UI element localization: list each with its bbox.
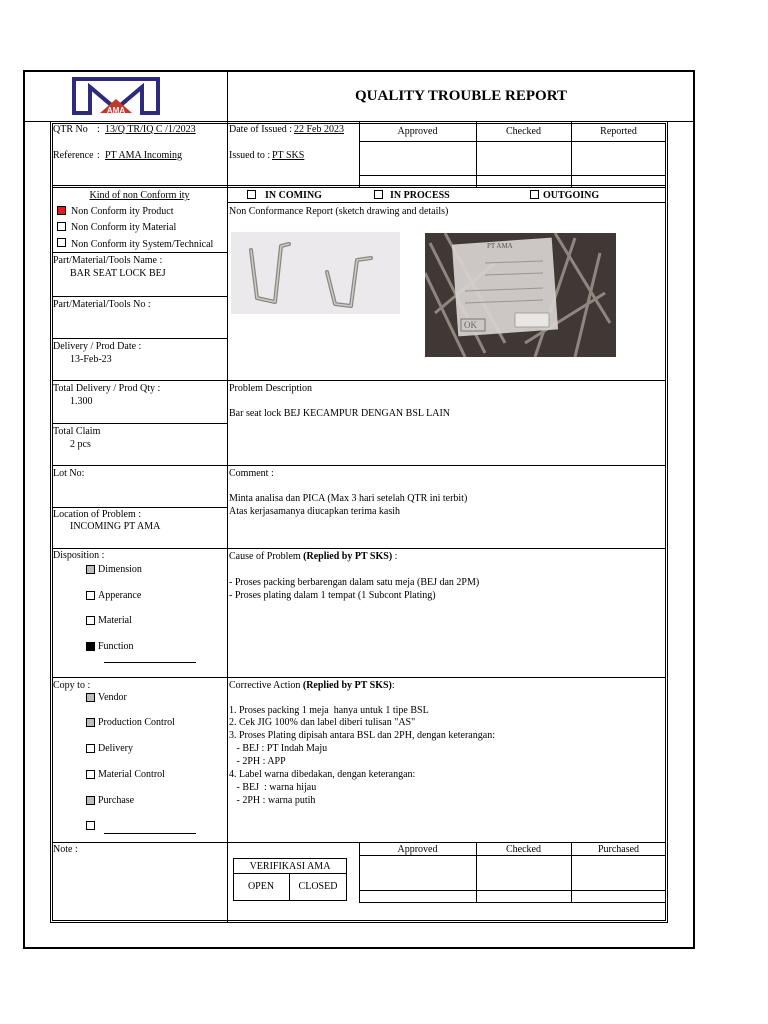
corrective-line-8: - 2PH : warna putih bbox=[229, 795, 316, 806]
logo bbox=[70, 73, 162, 119]
copy-delivery-checkbox[interactable] bbox=[86, 744, 95, 753]
part-name-label: Part/Material/Tools Name : bbox=[53, 255, 163, 266]
kind-system-label: Non Conform ity System/Technical bbox=[71, 239, 214, 250]
kind-label: Kind of non Conform ity bbox=[89, 190, 190, 201]
copy-production-label: Production Control bbox=[98, 717, 175, 728]
corrective-line-5: - 2PH : APP bbox=[229, 756, 286, 767]
verification-closed[interactable]: CLOSED bbox=[298, 881, 338, 892]
total-claim-label: Total Claim bbox=[53, 426, 101, 437]
verification-title: VERIFIKASI AMA bbox=[249, 861, 331, 872]
issued-to-label: Issued to : bbox=[229, 150, 271, 161]
copy-other-checkbox[interactable] bbox=[86, 821, 95, 830]
delivery-date-value: 13-Feb-23 bbox=[70, 354, 112, 365]
copy-purchase-checkbox[interactable] bbox=[86, 796, 95, 805]
corrective-line-2: 2. Cek JIG 100% dan label diberi tulisan "AS" bbox=[229, 717, 416, 728]
bottom-purchased-header: Purchased bbox=[597, 844, 640, 855]
disposition-material-checkbox[interactable] bbox=[86, 616, 95, 625]
copy-material-checkbox[interactable] bbox=[86, 770, 95, 779]
lot-label: Lot No: bbox=[53, 468, 85, 479]
copy-material-label: Material Control bbox=[98, 769, 165, 780]
bottom-checked-header: Checked bbox=[506, 844, 541, 855]
stage-incoming-checkbox[interactable] bbox=[247, 190, 256, 199]
disposition-apperance-label: Apperance bbox=[98, 590, 142, 601]
kind-product-checkbox[interactable] bbox=[57, 206, 66, 215]
cause-line-2: - Proses plating dalam 1 tempat (1 Subcont Plating) bbox=[229, 590, 436, 601]
note-label: Note : bbox=[53, 844, 78, 855]
stage-incoming-label: IN COMING bbox=[265, 190, 322, 201]
date-issued-label: Date of Issued : bbox=[229, 124, 293, 135]
problem-label: Problem Description bbox=[229, 383, 313, 394]
part-name-value: BAR SEAT LOCK BEJ bbox=[70, 268, 166, 279]
cause-label: Cause of Problem (Replied by PT SKS) : bbox=[229, 551, 398, 562]
qtr-no-label: QTR No bbox=[53, 124, 88, 135]
reference-value: PT AMA Incoming bbox=[105, 150, 183, 161]
qtr-no-value: 13/Q TR/IQ C /1/2023 bbox=[105, 124, 196, 135]
checked-header: Checked bbox=[506, 126, 541, 137]
verification-open[interactable]: OPEN bbox=[247, 881, 275, 892]
issued-to-value: PT SKS bbox=[272, 150, 305, 161]
copy-label: Copy to : bbox=[53, 680, 91, 691]
part-no-label: Part/Material/Tools No : bbox=[53, 299, 151, 310]
cause-line-1: - Proses packing berbarengan dalam satu meja (BEJ dan 2PM) bbox=[229, 577, 480, 588]
kind-material-checkbox[interactable] bbox=[57, 222, 66, 231]
disposition-function-checkbox[interactable] bbox=[86, 642, 95, 651]
location-label: Location of Problem : bbox=[53, 509, 142, 520]
stage-outgoing-label: OUTGOING bbox=[543, 190, 600, 201]
disposition-label: Disposition : bbox=[53, 550, 105, 561]
total-delivery-label: Total Delivery / Prod Qty : bbox=[53, 383, 161, 394]
bag-brand-label: PT AMA bbox=[487, 242, 513, 250]
part-photo bbox=[231, 232, 400, 314]
ok-stamp: OK bbox=[464, 320, 477, 330]
bottom-approved-header: Approved bbox=[397, 844, 438, 855]
stage-inprocess-label: IN PROCESS bbox=[390, 190, 450, 201]
comment-line2: Atas kerjasamanya diucapkan terima kasih bbox=[229, 506, 401, 517]
corrective-line-6: 4. Label warna dibedakan, dengan keterangan: bbox=[229, 769, 416, 780]
copy-vendor-label: Vendor bbox=[98, 692, 127, 703]
reported-header: Reported bbox=[600, 126, 637, 137]
report-label: Non Conformance Report (sketch drawing and details) bbox=[229, 206, 449, 217]
kind-system-checkbox[interactable] bbox=[57, 238, 66, 247]
disposition-function-label: Function bbox=[98, 641, 134, 652]
stage-inprocess-checkbox[interactable] bbox=[374, 190, 383, 199]
disposition-dimension-checkbox[interactable] bbox=[86, 565, 95, 574]
copy-vendor-checkbox[interactable] bbox=[86, 693, 95, 702]
disposition-material-label: Material bbox=[98, 615, 132, 626]
problem-text: Bar seat lock BEJ KECAMPUR DENGAN BSL LAIN bbox=[229, 408, 451, 419]
disposition-apperance-checkbox[interactable] bbox=[86, 591, 95, 600]
corrective-line-1: 1. Proses packing 1 meja hanya untuk 1 tipe BSL bbox=[229, 705, 429, 716]
comment-label: Comment : bbox=[229, 468, 274, 479]
corrective-line-4: - BEJ : PT Indah Maju bbox=[229, 743, 328, 754]
corrective-line-3: 3. Proses Plating dipisah antara BSL dan 2PH, dengan keterangan: bbox=[229, 730, 495, 741]
kind-material-label: Non Conform ity Material bbox=[71, 222, 177, 233]
kind-product-label: Non Conform ity Product bbox=[71, 206, 174, 217]
copy-purchase-label: Purchase bbox=[98, 795, 135, 806]
total-delivery-value: 1.300 bbox=[70, 396, 93, 407]
stage-outgoing-checkbox[interactable] bbox=[530, 190, 539, 199]
corrective-label: Corrective Action (Replied by PT SKS): bbox=[229, 680, 395, 691]
copy-delivery-label: Delivery bbox=[98, 743, 133, 754]
page-title: QUALITY TROUBLE REPORT bbox=[354, 88, 567, 104]
copy-production-checkbox[interactable] bbox=[86, 718, 95, 727]
date-issued-value: 22 Feb 2023 bbox=[294, 124, 344, 135]
corrective-line-7: - BEJ : warna hijau bbox=[229, 782, 317, 793]
logo-text: AMA bbox=[106, 106, 126, 115]
location-value: INCOMING PT AMA bbox=[70, 521, 161, 532]
delivery-date-label: Delivery / Prod Date : bbox=[53, 341, 142, 352]
bag-photo bbox=[425, 233, 616, 357]
approved-header: Approved bbox=[397, 126, 438, 137]
total-claim-value: 2 pcs bbox=[70, 439, 91, 450]
disposition-dimension-label: Dimension bbox=[98, 564, 142, 575]
reference-label: Reference bbox=[53, 150, 94, 161]
comment-line1: Minta analisa dan PICA (Max 3 hari setelah QTR ini terbit) bbox=[229, 493, 468, 504]
